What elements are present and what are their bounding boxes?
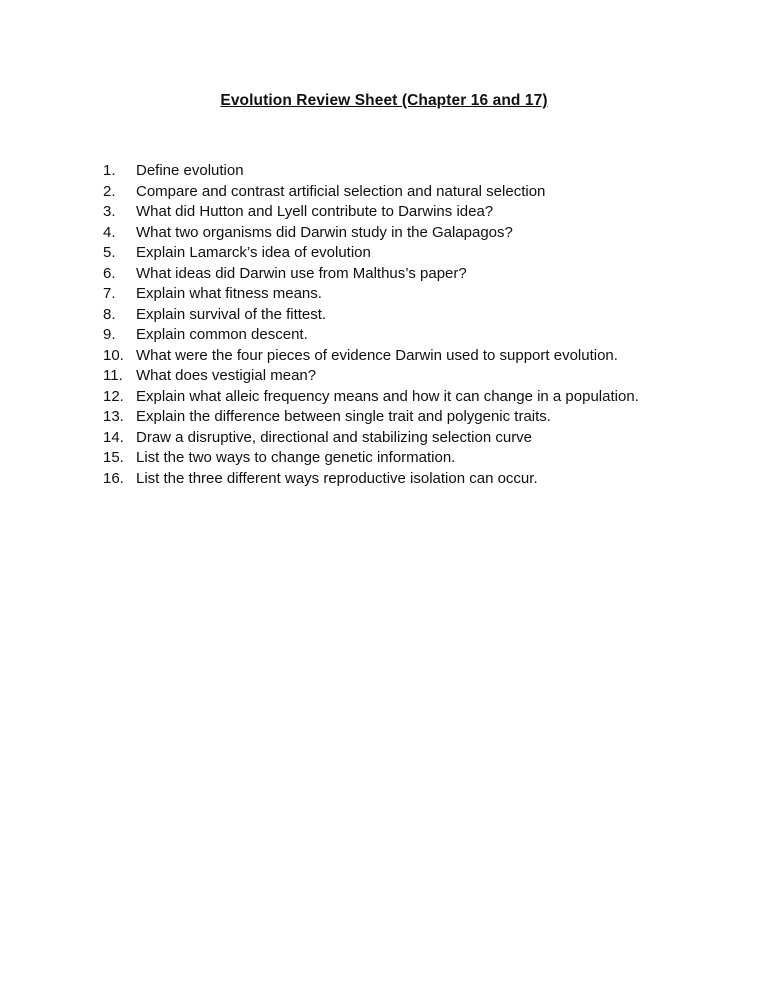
question-text: List the two ways to change genetic information. xyxy=(136,449,456,466)
question-text: Draw a disruptive, directional and stabilizing selection curve xyxy=(136,428,533,446)
question-item xyxy=(103,387,763,408)
question-number: 13. xyxy=(103,408,124,425)
question-item xyxy=(103,243,763,264)
question-text: Explain what fitness means. xyxy=(136,285,322,302)
question-item xyxy=(103,182,763,203)
question-item xyxy=(103,161,763,182)
question-number: 11. xyxy=(103,367,123,384)
question-number: 15. xyxy=(103,449,124,466)
question-text: What ideas did Darwin use from Malthus’s paper? xyxy=(136,264,467,282)
question-number: 1. xyxy=(103,162,116,179)
question-number: 7. xyxy=(103,285,116,302)
question-item xyxy=(103,202,763,223)
question-text: What does vestigial mean? xyxy=(136,367,317,384)
question-item xyxy=(103,284,763,305)
question-item xyxy=(103,346,763,367)
question-text: What two organisms did Darwin study in the Galapagos? xyxy=(136,223,513,241)
question-item xyxy=(103,264,763,285)
question-number: 8. xyxy=(103,305,116,323)
question-number: 2. xyxy=(103,182,116,200)
question-text: Compare and contrast artificial selection and natural selection xyxy=(136,182,546,200)
question-number: 5. xyxy=(103,244,116,261)
page-title: Evolution Review Sheet (Chapter 16 and 17) xyxy=(220,92,548,109)
question-text: Explain survival of the fittest. xyxy=(136,305,327,323)
question-number: 14. xyxy=(103,428,124,446)
question-number: 12. xyxy=(103,387,124,405)
question-text: Explain common descent. xyxy=(136,326,308,343)
question-text: What were the four pieces of evidence Darwin used to support evolution. xyxy=(136,346,618,364)
question-number: 16. xyxy=(103,469,124,487)
question-item xyxy=(103,325,763,346)
question-list xyxy=(103,161,763,489)
question-item xyxy=(103,469,763,490)
question-text: Explain Lamarck’s idea of evolution xyxy=(136,244,371,261)
question-text: Explain what alleic frequency means and how it can change in a population. xyxy=(136,387,639,405)
question-text: Define evolution xyxy=(136,162,244,179)
question-item xyxy=(103,305,763,326)
question-number: 4. xyxy=(103,223,116,241)
question-item xyxy=(103,448,763,469)
question-number: 10. xyxy=(103,346,124,364)
question-number: 3. xyxy=(103,203,116,220)
question-number: 6. xyxy=(103,264,116,282)
question-item xyxy=(103,366,763,387)
question-item xyxy=(103,428,763,449)
question-item xyxy=(103,223,763,244)
question-text: Explain the difference between single trait and polygenic traits. xyxy=(136,408,551,425)
question-text: What did Hutton and Lyell contribute to Darwins idea? xyxy=(136,203,494,220)
question-item xyxy=(103,407,763,428)
question-number: 9. xyxy=(103,326,116,343)
question-text: List the three different ways reproductive isolation can occur. xyxy=(136,469,538,487)
